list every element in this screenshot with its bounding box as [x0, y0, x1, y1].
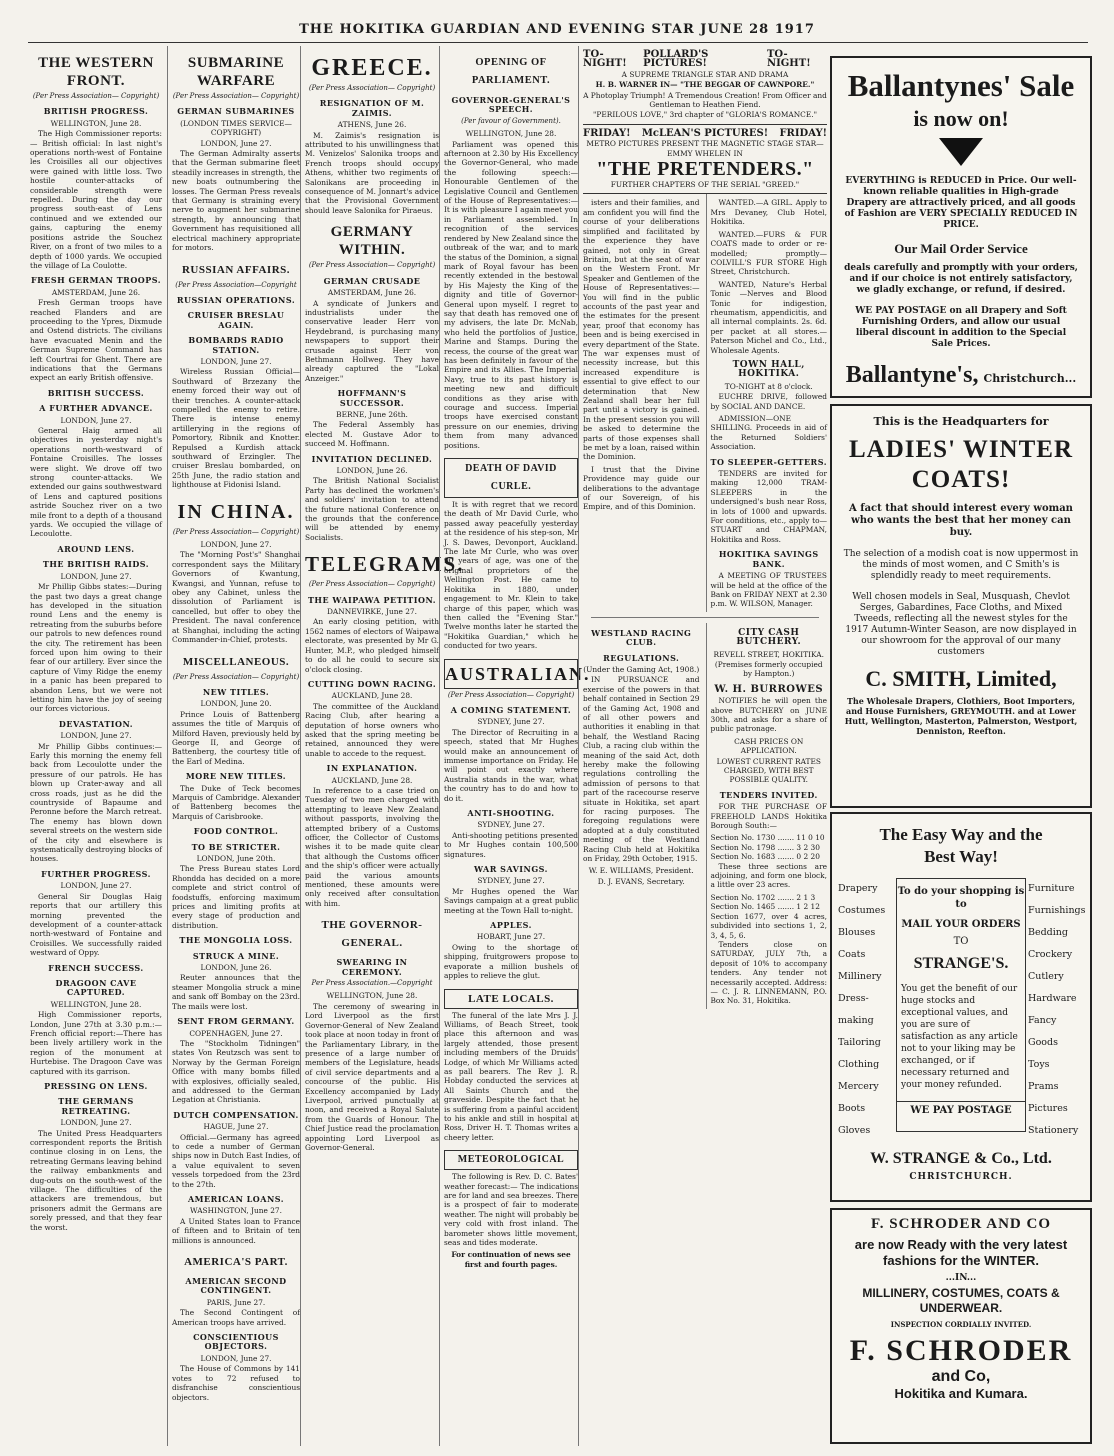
- ad-text: The Wholesale Drapers, Clothiers, Boot Importers, and House Furnishers, GREYMOUTH. and at Lower Hutt, Wellington, Masterton, Palmerston, Westport, Denniston, Reefton.: [844, 696, 1078, 736]
- tender-row: Section No. 1683 ....... 0 2 20: [710, 852, 820, 862]
- classified-ad: ADMISSION—ONE SHILLING. Proceeds in aid of the Returned Soldiers' Association.: [710, 414, 827, 452]
- smith-ad: [830, 404, 1092, 808]
- divider: [591, 617, 819, 618]
- article-text: Reuter announces that the steamer Mongolia struck a mine and sank off Bombay on the 23rd. The mails were lost.: [172, 973, 300, 1011]
- dept-item: Clothing: [838, 1059, 880, 1070]
- ad-line: METRO PICTURES PRESENT THE MAGNETIC STAGE STAR—EMMY WHELEN IN: [586, 139, 824, 158]
- dept-item: Blouses: [838, 927, 876, 938]
- classified-ad: WANTED.—A GIRL. Apply to Mrs Devaney, Club Hotel, Hokitika.: [710, 198, 827, 227]
- dateline: COPENHAGEN, June 27.: [189, 1028, 283, 1038]
- ad-signature: Ballantyne's,: [845, 362, 979, 388]
- ad-text: Well chosen models in Seal, Musquash, Chevlot Serges, Gabardines, Face Cloths, and Mixed Tweeds, reflecting all the newest styles for the 1917 Autumn-Winter Season, are now displayed in our showroom for the approval of our many customers: [845, 592, 1077, 657]
- ad-text: To do your shopping is to: [897, 886, 1025, 910]
- dateline: WELLINGTON, June 28.: [326, 991, 418, 1001]
- ad-text: deals carefully and promptly with your orders, and if our choice is not entirely satisfactory, we gladly exchange, or refund, if desired.: [844, 263, 1078, 295]
- article-text: The committee of the Auckland Racing Club, after hearing a deputation of horse owners who asked that the spring meeting be retained, announced they were unable to accede to the request.: [305, 701, 439, 758]
- article-text: The German Admiralty asserts that the German submarine fleet steadily increases in strength, the new boats outnumbering the losses. The German Press reveals that Germany is straining every nerve to augment her submarine strength, by announcing that Government has requisitioned all electrical machinery appropriate for motors.: [172, 149, 300, 253]
- subhead: HOKITIKA SAVINGS BANK.: [718, 549, 819, 569]
- article-text: Mr Phillip Gibbs continues:—Early this morning the enemy fell back from Lecoulotte under the pressure of our patrols. He has blown up Crater-away and all cross roads, just as he did the countryside of Bapaume and Peronne before the March retreat. The enemy has blown down several streets on the western side of the city and elsewhere is systematically destroying blocks of houses.: [30, 741, 162, 864]
- racing-regulations: [583, 623, 700, 1009]
- dateline: AMSTERDAM, June 26.: [327, 288, 417, 298]
- classified-ad: TENDERS are invited for making 12,000 TRAM-SLEEPERS in the undersigned's bush near Ross, in lots of 1000 and upwards. For conditions, etc., apply to— STUART and CHAPMAN, Hokitika and Ross.: [710, 469, 827, 544]
- dateline: LONDON, June 20th.: [196, 854, 276, 863]
- dept-item: Furniture: [1028, 883, 1075, 894]
- dateline: LONDON, June 20.: [200, 699, 272, 709]
- headline: AMERICA'S PART.: [184, 1256, 288, 1269]
- article-text: Mr Phillip Gibbs states:—During the past two days a great change has developed in the situation round Lens and the enemy is retreating from the suburbs before our patrols to new defences round the city. The retirement has been forced upon him owing to their fear of our artillery. Ever since the capture of Vimy Ridge the enemy in a panic has been prepared to abandon Lens, but we were not letting him have the joy of seeing our forces victorious.: [30, 582, 162, 714]
- dateline: AUCKLAND, June 28.: [331, 691, 413, 701]
- ad-text: TO: [953, 936, 969, 947]
- ad-signature: and Co,: [931, 1368, 991, 1385]
- dateline: AMSTERDAM, June 26.: [51, 287, 141, 297]
- dateline: WELLINGTON, June 28.: [465, 129, 557, 139]
- ad-line: A SUPREME TRIANGLE STAR AND DRAMA: [621, 69, 789, 79]
- article-text: The United Press Headquarters correspondent reports the British continue closing in on Lens, the retreating Germans leaving behind the railway embankments and dug-outs on the south-west of the village. The difficulties of the attackers are tremendous, but prisoners admit the Germans are sorely pressed, and that they fear the worst.: [30, 1128, 162, 1232]
- subhead: BOMBARDS RADIO STATION.: [188, 335, 284, 355]
- dateline: BERNE, June 26th.: [336, 409, 408, 419]
- subhead: TO SLEEPER-GETTERS.: [710, 456, 827, 467]
- article-text: M. Zaimis's resignation is attributed to his unwillingness that M. Venizelos' Salonika troops and French troops should occupy Athens, whither two regiments of Salonikans are proceeding in consequence of M. Jonnart's advice that the Provisional Government should leave Salonika for Piraeus.: [305, 130, 439, 215]
- subhead: GOVERNOR-GENERAL'S SPEECH.: [451, 95, 571, 115]
- subhead: A FURTHER ADVANCE.: [39, 403, 153, 414]
- headline: AUSTRALIAN.: [444, 659, 578, 689]
- dateline: DANNEVIRKE, June 27.: [327, 607, 417, 617]
- article-text: In reference to a case tried on Tuesday of two men charged with attempting to leave New Zealand without passports, involving the attempted bribery of a Customs officer, the Collector of Customs wishes it to be made quite clear that although the Customs officer and the ship's officer were actually paid the various amounts mentioned, these amounts were only received after consultation with him.: [305, 785, 439, 908]
- subhead: WESTLAND RACING CLUB.: [591, 627, 692, 648]
- ad-line: "PERILOUS LOVE," 3rd chapter of "GLORIA'S ROMANCE.": [593, 110, 817, 120]
- ad-line: (Premises formerly occupied by Hampton.): [714, 659, 823, 679]
- article-text: I trust that the Divine Providence may guide our deliberations to the advantage of our Sovereign, of his Empire, and of this Dominion.: [583, 464, 700, 512]
- ad-title: LADIES' WINTER COATS!: [848, 436, 1074, 493]
- ad-banner-center: McLEAN'S PICTURES!: [641, 127, 769, 139]
- article-text: Owing to the shortage of shipping, fruitgrowers propose to evaporate a million bushels of apples to relieve the glut.: [444, 942, 578, 981]
- classified-ad: NOTIFIES he will open the above BUTCHERY on JUNE 30th, and asks for a share of public patronage.: [710, 696, 827, 734]
- subhead: REGULATIONS.: [603, 652, 680, 663]
- article-text: The "Morning Post's" Shanghai correspondent says the Military Governors of Kwantung, Kwangsi, and Yunnan, refuse to obey any Cabinet, unless the dissolution of Parliament is cancelled, but offer to obey the President. The naval conference at Shanghai, including the acting Commander-in-Chief, protests.: [172, 550, 300, 645]
- headline: LATE LOCALS.: [444, 989, 578, 1009]
- dateline: LONDON, June 27.: [60, 1118, 132, 1128]
- article-text: The House of Commons by 141 votes to 72 refused to disfranchise conscientious objectors.: [172, 1364, 300, 1402]
- ad-heading: Our Mail Order Service: [894, 241, 1028, 256]
- subhead: AMERICAN SECOND CONTINGENT.: [185, 1276, 287, 1296]
- ad-text: MAIL YOUR ORDERS: [901, 919, 1021, 930]
- dateline: ATHENS, June 26.: [337, 120, 407, 130]
- credit: (Per Press Association— Copyright): [308, 261, 436, 270]
- ad-line: CASH PRICES ON APPLICATION.: [734, 736, 804, 756]
- ad-text: STRANGE'S.: [913, 955, 1009, 972]
- article-text: The Duke of Teck becomes Marquis of Cambridge. Alexander of Battenberg becomes the Marquis of Carisbrooke.: [172, 783, 300, 821]
- ad-title: F. SCHRODER AND CO: [871, 1216, 1051, 1232]
- butchery-and-tenders: [706, 623, 828, 1009]
- dept-item: Costumes: [838, 905, 886, 916]
- ad-line: H. B. WARNER IN— "THE BEGGAR OF CAWNPORE.": [595, 80, 815, 90]
- ad-line: A Photoplay Triumph! A Tremendous Creation! From Officer and Gentleman to Heathen Fiend.: [583, 90, 827, 110]
- subhead: BRITISH SUCCESS.: [47, 387, 145, 398]
- credit: (Per Press Association— Copyright): [308, 84, 436, 92]
- subhead: SENT FROM GERMANY.: [177, 1016, 295, 1027]
- article-text: Mr Hughes opened the War Savings campaign at a great public meeting at the Town Hall to-night.: [444, 886, 578, 915]
- tender-row: Section 1677, over 4 acres, subdivided into sections 1, 2, 3, 4, 5, 6.: [710, 911, 827, 940]
- subhead: DEVASTATION.: [58, 718, 134, 729]
- headline: GERMANY WITHIN.: [330, 224, 414, 259]
- ad-banner-left: TO-NIGHT!: [583, 49, 627, 70]
- headline: OPENING OF PARLIAMENT.: [471, 57, 551, 86]
- subhead: RESIGNATION OF M. ZAIMIS.: [319, 98, 425, 118]
- ad-text: WE PAY POSTAGE on all Drapery and Soft Furnishing Orders, and allow our usual liberal discount in addition to the Special Sale Prices.: [855, 306, 1067, 349]
- masthead: THE HOKITIKA GUARDIAN AND EVENING STAR JUNE 28 1917: [299, 22, 815, 37]
- article-text: Parliament was opened this afternoon at 2.30 by His Excellency the Governor-General, who made the following speech:— Honourable Gentlemen of the Legislative Council and Gentlemen of the House of Representatives:— It is with pleasure I again meet you in Parliament assembled. In recognition of the services rendered by New Zealand since the outbreak of the war, and to mark the status of the Dominion, a signal mark of Royal favour has been recently extended in the bestowal by His Majesty the King of the dignity and title of Governor-General upon myself. I regret to say that death has removed one of my advisers, the late Dr. McNab, who held the portfolios of Justice, Marine and Stamps. During the recess, the course of the great war has been definitely in favour of the Empire and its Allies. The Imperial Navy, true to its past history is meeting new and difficult conditions as they arise with courage and success. Imperial troops have exercised constant pressure on our enemies, driving them from many advanced positions.: [444, 139, 578, 450]
- ad-line: FURTHER CHAPTERS OF THE SERIAL "GREED.": [610, 180, 800, 190]
- signature: D. J. EVANS, Secretary.: [597, 876, 685, 886]
- dept-item: Dress-making: [838, 993, 874, 1026]
- dept-item: Hardware: [1028, 993, 1077, 1004]
- masthead-rule: [28, 42, 1088, 43]
- ad-signature: W. STRANGE & Co., Ltd.: [870, 1150, 1052, 1167]
- strange-dept-list-left: [838, 878, 894, 1142]
- dept-item: Millinery: [838, 971, 882, 982]
- credit: (Per Press Association— Copyright): [172, 92, 300, 100]
- classified-ad: These three sections are adjoining, and form one block, a little over 23 acres.: [710, 861, 827, 890]
- subhead: CRUISER BRESLAU AGAIN.: [187, 310, 285, 330]
- headline: RUSSIAN AFFAIRS.: [181, 263, 291, 276]
- subhead: GERMAN SUBMARINES: [177, 106, 295, 117]
- classified-ad: Tenders close on SATURDAY, JULY 7th, a deposit of 10% to accompany tenders. Any tender not necessarily accepted. Address:— C. J. R. LINNEMANN, P.O. Box No. 31, Hokitika.: [710, 939, 827, 1006]
- dept-item: Drapery: [838, 883, 878, 894]
- ad-text: WE PAY POSTAGE: [897, 1101, 1025, 1116]
- credit: (Per Press Association— Copyright): [172, 672, 300, 681]
- subhead: CITY CASH BUTCHERY.: [736, 627, 802, 648]
- ad-signature-city: Christchurch...: [983, 372, 1077, 385]
- subhead: FURTHER PROGRESS.: [41, 868, 151, 879]
- ad-text: This is the Headquarters for: [873, 415, 1049, 428]
- headline: THE GOVERNOR-GENERAL.: [321, 919, 423, 950]
- headline: SUBMARINE WARFARE: [187, 55, 285, 89]
- dept-item: Prams: [1028, 1081, 1059, 1092]
- subhead: AROUND LENS.: [57, 543, 135, 554]
- ad-text: EVERYTHING is REDUCED in Price. Our well-known reliable qualities in High-grade Drapery are attractively priced, and all goods of Fashion are VERY SPECIALLY REDUCED IN PRICE.: [844, 176, 1078, 230]
- subhead: FRESH GERMAN TROOPS.: [30, 275, 162, 286]
- subhead: PRESSING ON LENS.: [44, 1081, 148, 1091]
- dateline: SYDNEY, June 27.: [477, 717, 545, 727]
- dept-item: Bedding: [1028, 927, 1069, 938]
- tender-row: Section No. 1730 ....... 11 0 10: [710, 833, 825, 843]
- subhead: FOOD CONTROL.: [193, 826, 279, 837]
- subhead: A COMING STATEMENT.: [450, 704, 572, 715]
- article-text: Anti-shooting petitions presented to Mr Hughes contain 100,500 signatures.: [444, 830, 578, 859]
- headline: DEATH OF DAVID CURLE.: [444, 458, 578, 498]
- column-greece: [300, 46, 465, 1446]
- headline: TELEGRAMS.: [305, 552, 465, 577]
- credit: (Per favour of Government).: [461, 116, 561, 125]
- article-text: An early closing petition, with 1562 names of electors of Waipawa electorate, was presented by Mr G. Hunter, M.P., who pledged himself to do all he could to secure six o'clock closing.: [305, 617, 439, 674]
- subhead: CUTTING DOWN RACING.: [307, 678, 437, 689]
- tender-row: Section No. 1798 ....... 3 2 30: [710, 842, 820, 852]
- credit: Per Press Association.—Copyright: [311, 979, 433, 988]
- dept-item: Furnishings: [1028, 905, 1086, 916]
- dateline: LONDON, June 27.: [200, 540, 272, 550]
- subhead: IN EXPLANATION.: [326, 763, 418, 774]
- column-classifieds: [578, 46, 831, 1446]
- ad-title: Ballantynes' Sale: [847, 68, 1075, 103]
- tender-row: Section No. 1465 ....... 1 2 12: [710, 902, 820, 912]
- article-text: isters and their families, and am confident you will find the course of your deliberations simplified and facilitated by the experience they have gained, not only in Great Britain, but at the seat of war on the Western Front. Mr Speaker and Gentlemen of the House of Representatives:— You will find in the public accounts of the past year and the estimates for the present year, proof that economy has been and is being exercised in every department of the State. The war expenses must of necessity increase, but this increased expenditure is essential to give effect to our determination that New Zealand shall bear her full part until a victory is gained. In the present session you will be asked to determine the parts of those expenses shall be met by a loan, raised within the Dominion.: [583, 198, 700, 462]
- ad-text: The selection of a modish coat is now uppermost in the minds of most women, and C Smith's is splendidly ready to meet requirements.: [843, 549, 1079, 581]
- dateline: LONDON, June 26.: [200, 963, 272, 973]
- credit: (Per Press Association—Copyright: [175, 280, 297, 289]
- dept-item: Pictures: [1028, 1103, 1068, 1114]
- classifieds: [706, 194, 828, 611]
- article-text: The British National Socialist Party has declined the workmen's and soldiers' invitation to attend the future national Conference on the grounds that the conference will be attended by enemy Socialists.: [305, 476, 439, 542]
- ad-signature: C. SMITH, Limited,: [865, 666, 1057, 691]
- article-text: High Commissioner reports, London, June 27th at 3.30 p.m.:— French official report:—There has been lively artillery work in the region of the monument at Hurtebise. The Dragoon Cave was captured with its garrison.: [30, 1010, 162, 1076]
- ad-text: A fact that should interest every woman who wants the best that her money can buy.: [849, 503, 1073, 538]
- column-western-front: [30, 46, 166, 1446]
- ad-title: "THE PRETENDERS.": [596, 158, 814, 181]
- subhead: RUSSIAN OPERATIONS.: [176, 294, 296, 305]
- subhead: NEW TITLES.: [202, 686, 270, 697]
- speech-continued: [583, 194, 700, 611]
- headline: IN CHINA.: [177, 500, 295, 523]
- ad-banner-right: FRIDAY!: [779, 127, 827, 139]
- footer-note: For continuation of news see first and fourth pages.: [451, 1250, 571, 1269]
- dept-item: Stationery: [1028, 1125, 1079, 1136]
- column-parliament: [439, 46, 591, 1446]
- subhead: W. H. BURROWES: [714, 683, 824, 695]
- subhead: CONSCIENTIOUS OBJECTORS.: [193, 1332, 279, 1352]
- article-text: A United States loan to France of fifteen and to Britain of ten millions is announced.: [172, 1216, 300, 1245]
- classified-ad: A MEETING OF TRUSTEES will be held at the office of the Bank on FRIDAY NEXT at 2.30 p.m. W. WILSON, Manager.: [710, 571, 827, 609]
- dateline: SYDNEY, June 27.: [477, 876, 545, 886]
- subhead: ANTI-SHOOTING.: [467, 808, 555, 818]
- subhead: GERMAN CRUSADE: [323, 275, 421, 286]
- ad-signature-city: Hokitika and Kumara.: [894, 1386, 1028, 1401]
- article-text: Prince Louis of Battenberg assumes the title of Marquis of Milford Haven, previously held by George II, and George of Battenberg, the courtesy title of the Earl of Medina.: [172, 709, 300, 766]
- subhead: DRAGOON CAVE CAPTURED.: [55, 977, 137, 998]
- subhead: THE WAIPAWA PETITION.: [307, 594, 437, 605]
- dateline: HOBART, June 27.: [476, 932, 546, 942]
- ad-text: INSPECTION CORDIALLY INVITED.: [890, 1320, 1032, 1329]
- classified-ad: WANTED, Nature's Herbal Tonic —Nerves and Blood Tonic for indigestion, rheumatism, appendicitis, and all internal complaints. 2s. 6d. per packet at all stores.—Paterson Michel and Co., Ltd., Wholesale Agents.: [710, 279, 827, 355]
- dept-item: Boots: [838, 1103, 866, 1114]
- ad-signature: F. SCHRODER: [849, 1334, 1073, 1367]
- dateline: LONDON, June 27.: [200, 138, 272, 148]
- subhead: HOFFMANN'S SUCCESSOR.: [337, 388, 407, 408]
- dept-item: Mercery: [838, 1081, 879, 1092]
- strange-dept-list-right: [1028, 878, 1084, 1142]
- strange-center-box: [896, 878, 1026, 1132]
- dateline: LONDON, June 27.: [60, 881, 132, 891]
- arrow-down-icon: [939, 138, 983, 166]
- dept-item: Fancy Goods: [1028, 1015, 1058, 1048]
- credit: (Per Press Association— Copyright): [308, 580, 436, 589]
- ad-text: MILLINERY, COSTUMES, COATS & UNDERWEAR.: [862, 1286, 1060, 1315]
- headline: THE WESTERN FRONT.: [38, 55, 154, 89]
- dateline: SYDNEY, June 27.: [477, 820, 545, 830]
- headline: GREECE.: [311, 55, 433, 81]
- ad-banner-right: TO-NIGHT!: [766, 49, 811, 70]
- strange-ad: [830, 812, 1092, 1202]
- classified-ad: IN PURSUANCE and exercise of the powers in that behalf contained in Section 29 of the Gaming Act, 1908 and of all other powers and authorities it enabling in that behalf, the Westland Racing Club, a racing club within the meaning of the said Act, doth hereby make the following regulations controlling the admission of persons to that part of the racecourse reserve situate in Hokitika, set apart for racing purposes. The foregoing regulations were adopted at a duly constituted meeting of the Westland Racing Club held at Hokitika on Friday, 29th October, 1915.: [583, 675, 700, 864]
- subhead: TOWN HALL, HOKITIKA.: [732, 359, 805, 380]
- column-submarine-warfare: [167, 46, 304, 1446]
- dept-item: Gloves: [838, 1125, 871, 1136]
- classified-ad: FOR THE PURCHASE OF FREEHOLD LANDS Hokitika Borough South:—: [710, 802, 827, 831]
- article-text: General Sir Douglas Haig reports that our artillery this morning prevented the development of a counter-attack north-westward of Fontaine and Croisilles. We successfully raided westward of Oppy.: [30, 891, 162, 958]
- subhead: TO BE STRICTER.: [191, 841, 281, 852]
- article-text: Wireless Russian Official—Southward of Brzezany the enemy forced their way out of their trenches. A counter-attack compelled the enemy to retire. There is intense enemy artillerying in the regions of Pomortory, Ribnik and Knotter. Repulsed a Kurdish attack southward of Erzingler. The cruiser Breslau bombarded, on 25th June, the radio station and lighthouse at Fidonisi Island.: [172, 367, 300, 490]
- article-text: The Second Contingent of American troops have arrived.: [172, 1308, 300, 1327]
- ad-title: The Easy Way and the Best Way!: [879, 825, 1043, 866]
- dateline: HAGUE, June 27.: [203, 1122, 269, 1132]
- subhead: DUTCH COMPENSATION.: [173, 1109, 299, 1120]
- dept-item: Cutlery: [1028, 971, 1064, 982]
- subhead: TENDERS INVITED.: [719, 789, 818, 800]
- subhead: STRUCK A MINE.: [192, 950, 280, 961]
- ad-signature-city: CHRISTCHURCH.: [909, 1172, 1013, 1182]
- headline: MISCELLANEOUS.: [182, 655, 290, 668]
- classified-ad: EUCHRE DRIVE, followed by SOCIAL AND DANCE.: [710, 392, 827, 411]
- dateline: WELLINGTON, June 28.: [50, 999, 142, 1009]
- ad-subtitle: is now on!: [913, 106, 1009, 131]
- credit: (Per Press Association— Copyright): [32, 92, 160, 100]
- mcleans-ad: [583, 129, 827, 195]
- article-text: The High Commissioner reports:— British official: In last night's operations north-west of Fontaine les Croisilles all our objectives were gained with little loss. Two hostile counter-attacks of considerable strength were repelled. During the day our progress south-east of Lens continued and we extended our gains, capturing the enemy positions astride the Souchez River, on a front of two miles to a depth of 1000 yards. We occupied the village of La Coulotte.: [30, 129, 162, 270]
- article-text: It is with regret that we record the death of Mr David Curle, who passed away peacefully yesterday at the residence of his step-son, Mr J. S. Dawes, Devonport, Auckland. The late Mr Curle, who was over 90 years of age, was one of the original proprietors of the Wellington Post. He came to Hokitika in 1880, under engagement to Mr. Klein to take charge of this paper, which was then called the "Evening Star." Twelve months later he started the "Hokitika Guardian," which he conducted for two years.: [444, 500, 578, 651]
- article-text: Fresh German troops have reached Flanders and are proceeding to the Ypres, Dixmude and Ostend districts. The civilians have evacuated Menin and the German Supreme Command has left Courtrai for Ghent. There are indications that the Germans expect an early British offensive.: [30, 298, 162, 383]
- subhead: THE GERMANS RETREATING.: [58, 1096, 134, 1116]
- article-text: The Director of Recruiting in a speech, stated that Mr Hughes would make an announcement of immense importance on Friday. He will point out exactly where Australia stands in the war, what the country has to do and how to do it.: [444, 727, 578, 803]
- ad-banner-center: POLLARD'S PICTURES!: [643, 49, 709, 70]
- ad-line: (Under the Gaming Act, 1908.): [583, 664, 700, 674]
- subhead: MORE NEW TITLES.: [185, 771, 287, 782]
- subhead: AMERICAN LOANS.: [187, 1194, 285, 1204]
- ad-text: ...IN...: [945, 1273, 977, 1283]
- dept-item: Toys: [1028, 1059, 1050, 1070]
- dateline: PARIS, June 27.: [206, 1297, 266, 1307]
- classified-ad: WANTED.—FURS & FUR COATS made to order or re-modelled; promptly—COLVILL'S FUR STORE High Street, Christchurch.: [710, 229, 827, 277]
- credit: (Per Press Association— Copyright): [172, 527, 300, 536]
- subhead: THE BRITISH RAIDS.: [42, 559, 150, 570]
- dateline: (LONDON TIMES SERVICE—COPYRIGHT): [180, 118, 292, 138]
- dateline: LONDON, June 27.: [60, 415, 132, 425]
- article-text: The Federal Assembly has elected M. Gustave Ador to succeed M. Hoffmann.: [305, 420, 439, 449]
- dept-item: Tailoring: [838, 1037, 881, 1048]
- pollards-ad: [583, 50, 827, 125]
- subhead: INVITATION DECLINED.: [311, 453, 433, 464]
- ad-line: TO-NIGHT at 8 o'clock.: [724, 381, 813, 391]
- dateline: WASHINGTON, June 27.: [189, 1206, 282, 1216]
- dept-item: Crockery: [1028, 949, 1073, 960]
- dateline: LONDON, June 27.: [60, 571, 132, 581]
- dept-item: Coats: [838, 949, 866, 960]
- article-text: The Press Bureau states Lord Rhondda has decided on a more complete and strict control of foodstuffs, enforcing maximum prices and limiting profits at every stage of production and distribution.: [172, 864, 300, 930]
- headline: METEOROLOGICAL: [444, 1150, 578, 1170]
- dateline: AUCKLAND, June 28.: [331, 775, 413, 785]
- ad-text: are now Ready with the very latest fashions for the WINTER.: [854, 1237, 1068, 1268]
- ad-text: You get the benefit of our huge stocks and exceptional values, and you are sure of satisfaction as any article not to your liking may be exchanged, or if necessary returned and your money refunded.: [901, 984, 1018, 1090]
- tender-row: Section No. 1702 ....... 2 1 3: [710, 892, 816, 902]
- article-text: General Haig armed all objectives in yesterday night's operations north-westward of Fontaine Croisilles. The losses were slight. We drove off two strong counter-attacks. We extended our gains southwestward of Lens and captured positions astride Souchez river on a two mile front to a depth of a thousand yards. We occupied the village of Lecoulotte.: [30, 426, 162, 539]
- dateline: WELLINGTON, June 28.: [50, 118, 142, 128]
- ad-line: LOWEST CURRENT RATES CHARGED, WITH BEST POSSIBLE QUALITY.: [716, 756, 821, 785]
- ad-line: REVELL STREET, HOKITIKA.: [713, 649, 824, 659]
- article-text: Official.—Germany has agreed to cede a number of German ships now in Dutch East Indies, of a value equivalent to seven vessels torpedoed from the 23rd to the 27th.: [172, 1132, 300, 1189]
- subhead: SWEARING IN CEREMONY.: [336, 957, 408, 977]
- ad-banner-left: FRIDAY!: [583, 127, 631, 139]
- article-text: A syndicate of Junkers and industrialists under the conservative leader Herr von Heydebrand, is purchasing many newspapers to support their crusade against Herr von Bethmann Hollweg. They have already captured the "Lokal Anzeiger.": [305, 298, 439, 383]
- article-text: The "Stockholm Tidningen" states Von Reutzsch was sent to Norway by the German Foreign Office with many bombs filled with explosives, officially sealed, and addressed to the German Legation at Christiania.: [172, 1038, 300, 1105]
- subhead: WAR SAVINGS.: [474, 864, 548, 875]
- credit: (Per Press Association— Copyright): [447, 690, 575, 699]
- subhead: THE MONGOLIA LOSS.: [179, 935, 293, 946]
- article-text: The funeral of the late Mrs J. J. Williams, of Beach Street, took place this afternoon and was largely attended, those present including members of the Druids' Lodge, of which Mr Williams acted as pall bearers. The Rev J. R. Hobday conducted the services at All Saints Church and the graveside. Despite the fact that he is suffering from a painful accident to his ankle and still in hospital at Ross, Driver H. T. Thomas writes a cheery letter.: [444, 1010, 578, 1142]
- dateline: LONDON, June 26.: [336, 466, 408, 475]
- article-text: The following is Rev. D. C. Bates' weather forecast:— The indications are for land and sea breezes. There is a prospect of fair to moderate weather. The night will probably be very cold with frost inland. The barometer shows little movement, seas and tides moderate.: [444, 1172, 578, 1248]
- subhead: BRITISH PROGRESS.: [43, 106, 149, 117]
- ballantynes-ad: [830, 56, 1092, 398]
- article-text: The ceremony of swearing in Lord Liverpool as the first Governor-General of New Zealand took place at noon today in front of the Parliamentary Library, in the presence of a large number of members of the Legislature, heads of civil service departments and a concourse of the public. His Excellency accompanied by Lady Liverpool, arrived punctually at noon, and received a Royal Salute from the Guards of Honour. The Chief Justice read the proclamation appointing Lord Liverpool as Governor-General.: [305, 1001, 439, 1152]
- dateline: LONDON, June 27.: [200, 1353, 272, 1363]
- schroder-ad: [830, 1208, 1092, 1444]
- subhead: FRENCH SUCCESS.: [48, 962, 144, 973]
- subhead: APPLES.: [490, 920, 532, 931]
- dateline: LONDON, June 27.: [60, 731, 132, 741]
- signature: W. E. WILLIAMS, President.: [588, 866, 694, 876]
- dateline: LONDON, June 27.: [200, 356, 272, 366]
